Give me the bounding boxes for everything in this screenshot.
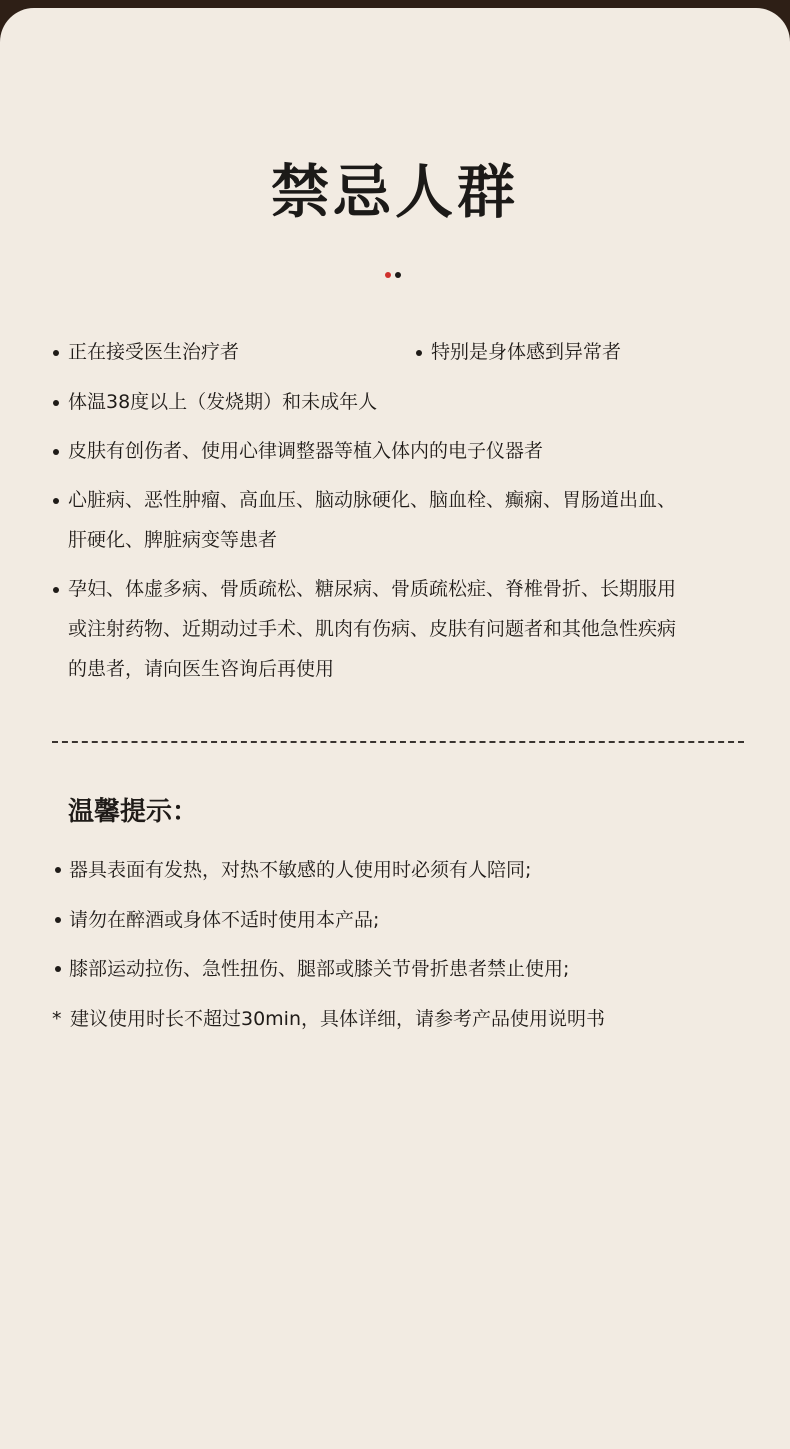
list-item	[68, 569, 676, 689]
decorative-dots	[385, 272, 405, 280]
tip-item: 请勿在醉酒或身体不适时使用本产品;	[69, 909, 380, 931]
list-item	[68, 480, 676, 560]
list-item	[68, 431, 543, 471]
list-item-line: 心脏病、恶性肿瘤、高血压、脑动脉硬化、脑血栓、癫痫、胃肠道出血、	[68, 489, 677, 511]
bullet-icon	[53, 400, 59, 406]
bullet-icon	[55, 867, 61, 873]
bullet-icon	[53, 449, 59, 455]
contraindications-card	[0, 8, 790, 1449]
list-item-line: 的患者，请向医生咨询后再使用	[68, 658, 335, 680]
tip-item: 膝部运动拉伤、急性扭伤、腿部或膝关节骨折患者禁止使用;	[69, 958, 570, 980]
tip-item: 器具表面有发热，对热不敏感的人使用时必须有人陪同;	[69, 859, 532, 881]
list-item-line: 孕妇、体虚多病、骨质疏松、糖尿病、骨质疏松症、脊椎骨折、长期服用	[68, 578, 677, 600]
usage-note: 建议使用时长不超过30min，具体详细，请参考产品使用说明书	[70, 1008, 606, 1030]
bullet-icon	[53, 498, 59, 504]
bullet-icon	[53, 587, 59, 593]
tips-heading: 温馨提示：	[68, 797, 199, 827]
note-marker: *	[52, 1008, 62, 1030]
list-item	[431, 332, 621, 372]
bullet-icon	[55, 917, 61, 923]
page-title: 禁忌人群	[270, 158, 519, 226]
list-item-text: 正在接受医生治疗者	[68, 341, 240, 363]
list-item-line: 或注射药物、近期动过手术、肌肉有伤病、皮肤有问题者和其他急性疾病	[68, 618, 677, 640]
list-item-text: 特别是身体感到异常者	[431, 341, 622, 363]
list-item-text: 体温38度以上（发烧期）和未成年人	[68, 391, 378, 413]
list-item	[68, 332, 239, 372]
bullet-icon	[55, 966, 61, 972]
list-item	[68, 382, 377, 422]
bullet-icon	[53, 350, 59, 356]
list-item-line: 肝硬化、脾脏病变等患者	[68, 529, 278, 551]
bullet-icon	[416, 350, 422, 356]
red-dot-icon	[385, 272, 391, 278]
dashed-divider	[52, 741, 744, 743]
dark-dot-icon	[395, 272, 401, 278]
list-item-text: 皮肤有创伤者、使用心律调整器等植入体内的电子仪器者	[68, 440, 544, 462]
